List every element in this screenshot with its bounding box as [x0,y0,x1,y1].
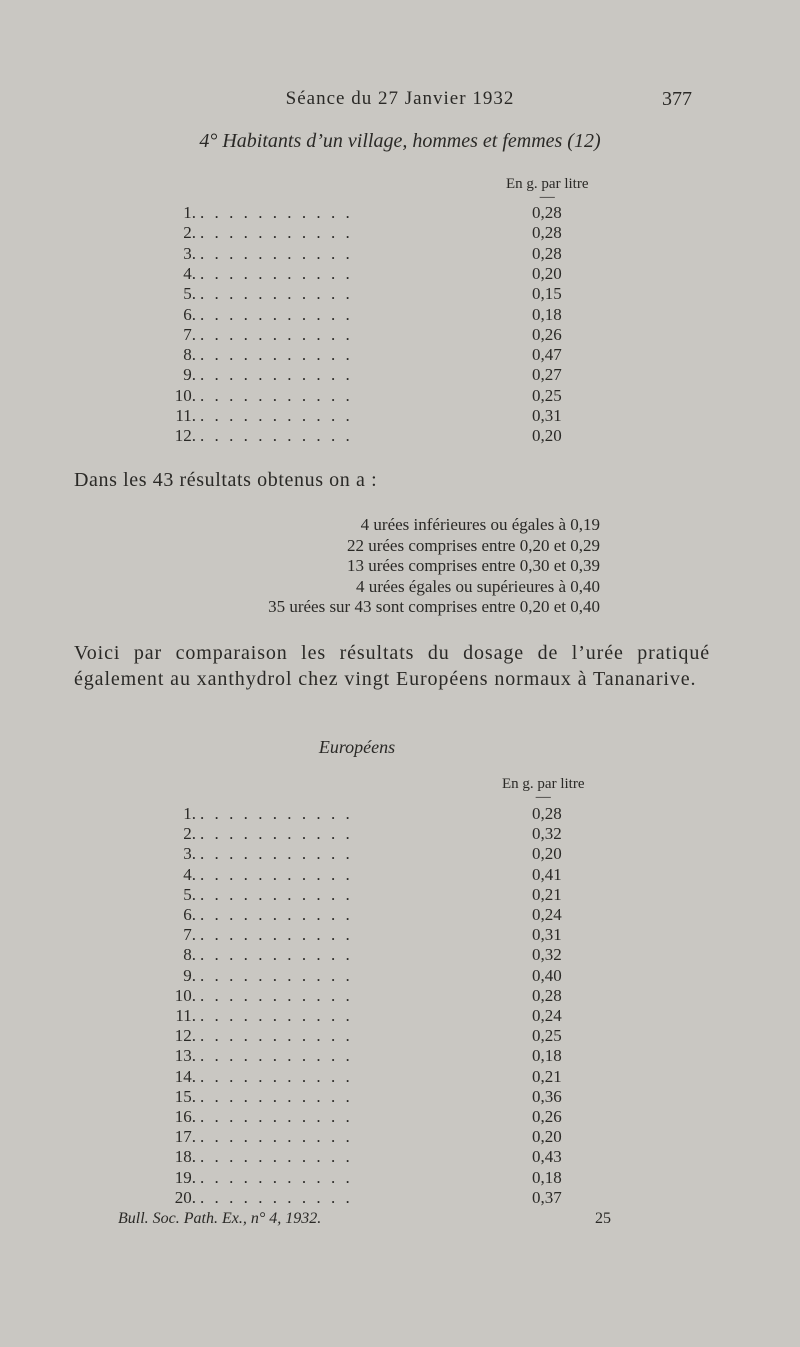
row-value: 0,28 [532,203,562,222]
row-value: 0,18 [532,1046,562,1066]
row-value: 0,21 [532,1066,562,1086]
row-number: 13. [174,1046,196,1066]
table-row [160,264,600,284]
leader-dots: ........... [200,965,361,985]
leader-dots: ........... [200,884,361,904]
summary-line: 4 urées inférieures ou égales à 0,19 [360,515,600,534]
row-value: 0,18 [532,304,562,324]
row-value: 0,21 [532,884,562,904]
row-value: 0,31 [532,925,562,945]
table-row [160,1147,600,1167]
row-number: 11. [175,1006,196,1025]
row-value: 0,26 [532,324,562,344]
leader-dots: ........... [200,1107,361,1126]
row-value: 0,20 [532,844,562,864]
leader-dots: ........... [200,985,361,1005]
row-value: 0,20 [532,1127,562,1147]
table-row [160,365,600,385]
table-row [160,1188,600,1208]
row-value: 0,28 [532,985,562,1005]
row-number: 10. [174,985,196,1005]
table-row [160,244,600,264]
table-row [160,325,600,345]
leader-dots: ........... [200,905,361,924]
row-number: 4. [183,864,196,884]
table-row [160,386,600,406]
leader-dots: ........... [200,925,361,945]
leader-dots: ........... [200,426,361,446]
row-number: 2. [183,824,196,844]
leader-dots: ........... [200,1086,361,1106]
table-row [160,945,600,965]
table-row [160,1026,600,1046]
row-value: 0,18 [532,1167,562,1187]
table-row [160,345,600,365]
table-row [160,1087,600,1107]
summary-line: 13 urées comprises entre 0,30 et 0,39 [346,556,600,575]
table-row [160,986,600,1006]
table-row [160,844,600,864]
table-row [160,885,600,905]
row-value: 0,25 [532,1026,562,1046]
table-row [160,305,600,325]
table-row [160,966,600,986]
row-number: 18. [174,1147,196,1167]
leader-dots: ........... [200,844,361,864]
row-number: 5. [183,884,196,904]
unit-dash: — [539,189,555,205]
row-number: 12. [174,426,196,446]
row-number: 17. [174,1127,196,1147]
table-row [160,925,600,945]
table-row [160,406,600,426]
row-number: 7. [183,324,196,344]
row-value: 0,36 [532,1086,562,1106]
table-row [160,905,600,925]
row-value: 0,32 [532,824,562,844]
row-number: 8. [183,345,196,365]
row-value: 0,31 [532,406,562,425]
row-number: 14. [174,1066,196,1086]
table-row [160,824,600,844]
row-value: 0,32 [532,945,562,965]
row-number: 6. [183,304,196,324]
table-row [160,284,600,304]
row-number: 1. [183,804,196,823]
row-value: 0,40 [532,965,562,985]
row-value: 0,24 [532,905,562,924]
summary-line: 4 urées égales ou supérieures à 0,40 [355,576,600,596]
leader-dots: ........... [200,804,361,823]
table-row [160,1006,600,1026]
row-number: 1. [183,203,196,222]
leader-dots: ........... [200,385,361,405]
unit-label: En g. par litre [506,176,589,192]
table-row [160,1046,600,1066]
row-value: 0,25 [532,385,562,405]
row-number: 3. [183,243,196,263]
leader-dots: ........... [200,864,361,884]
leader-dots: ........... [200,945,361,965]
row-value: 0,37 [532,1187,562,1207]
section-title-europeans: Européens [318,737,396,757]
row-value: 0,47 [532,345,562,365]
row-number: 9. [183,965,196,985]
leader-dots: ........... [200,203,361,222]
leader-dots: ........... [200,263,361,283]
leader-dots: ........... [200,1127,361,1147]
running-header: Séance du 27 Janvier 1932 [285,88,515,109]
row-number: 8. [183,945,196,965]
leader-dots: ........... [200,304,361,324]
row-number: 15. [174,1086,196,1106]
page-number: 377 [662,88,692,110]
summary-line: 22 urées comprises entre 0,20 et 0,29 [346,535,600,555]
comparison-paragraph: Voici par comparaison les résultats du dosage de l’urée pratiqué également au xanthydrol chez vingt Européens normaux à Tananarive. [74,642,710,690]
row-number: 5. [183,284,196,304]
table-row [160,223,600,243]
row-value: 0,15 [532,284,562,304]
row-value: 0,27 [532,365,562,385]
row-number: 7. [183,925,196,945]
unit-label: En g. par litre [502,776,585,792]
leader-dots: ........... [200,1147,361,1167]
row-value: 0,28 [532,243,562,263]
leader-dots: ........... [200,1046,361,1066]
row-value: 0,26 [532,1107,562,1126]
table-row [160,804,600,824]
leader-dots: ........... [200,223,361,243]
summary-intro: Dans les 43 résultats obtenus on a : [74,469,378,491]
row-number: 2. [183,223,196,243]
leader-dots: ........... [200,1066,361,1086]
leader-dots: ........... [200,824,361,844]
summary-line: 35 urées sur 43 sont comprises entre 0,20 et 0,40 [268,597,600,616]
row-value: 0,41 [532,864,562,884]
row-value: 0,20 [532,263,562,283]
table-row [160,1168,600,1188]
row-number: 12. [174,1026,196,1046]
row-number: 11. [175,406,196,425]
table-row [160,865,600,885]
leader-dots: ........... [200,365,361,385]
leader-dots: ........... [200,1167,361,1187]
table-row [160,1067,600,1087]
row-number: 10. [174,385,196,405]
unit-dash: — [535,789,551,805]
table-row [160,1107,600,1127]
footer-signature: 25 [595,1210,611,1227]
row-number: 9. [183,365,196,385]
unit-heading-europeans [502,776,585,805]
row-number: 20. [174,1187,196,1207]
leader-dots: ........... [200,1026,361,1046]
row-value: 0,43 [532,1147,562,1167]
section-title-village: 4° Habitants d’un village, hommes et femmes (12) [199,130,601,152]
leader-dots: ........... [200,243,361,263]
unit-heading-village [506,176,589,205]
leader-dots: ........... [200,406,361,425]
table-row [160,1127,600,1147]
table-row [160,426,600,446]
row-number: 3. [183,844,196,864]
leader-dots: ........... [200,1187,361,1207]
footer-citation: Bull. Soc. Path. Ex., n° 4, 1932. [118,1210,322,1227]
row-value: 0,28 [532,223,562,243]
leader-dots: ........... [200,1006,361,1025]
row-value: 0,24 [532,1006,562,1025]
table-row [160,203,600,223]
row-value: 0,28 [532,804,562,823]
leader-dots: ........... [200,284,361,304]
row-number: 4. [183,263,196,283]
leader-dots: ........... [200,345,361,365]
row-value: 0,20 [532,426,562,446]
row-number: 6. [183,905,196,924]
row-number: 19. [174,1167,196,1187]
row-number: 16. [174,1107,196,1126]
leader-dots: ........... [200,324,361,344]
